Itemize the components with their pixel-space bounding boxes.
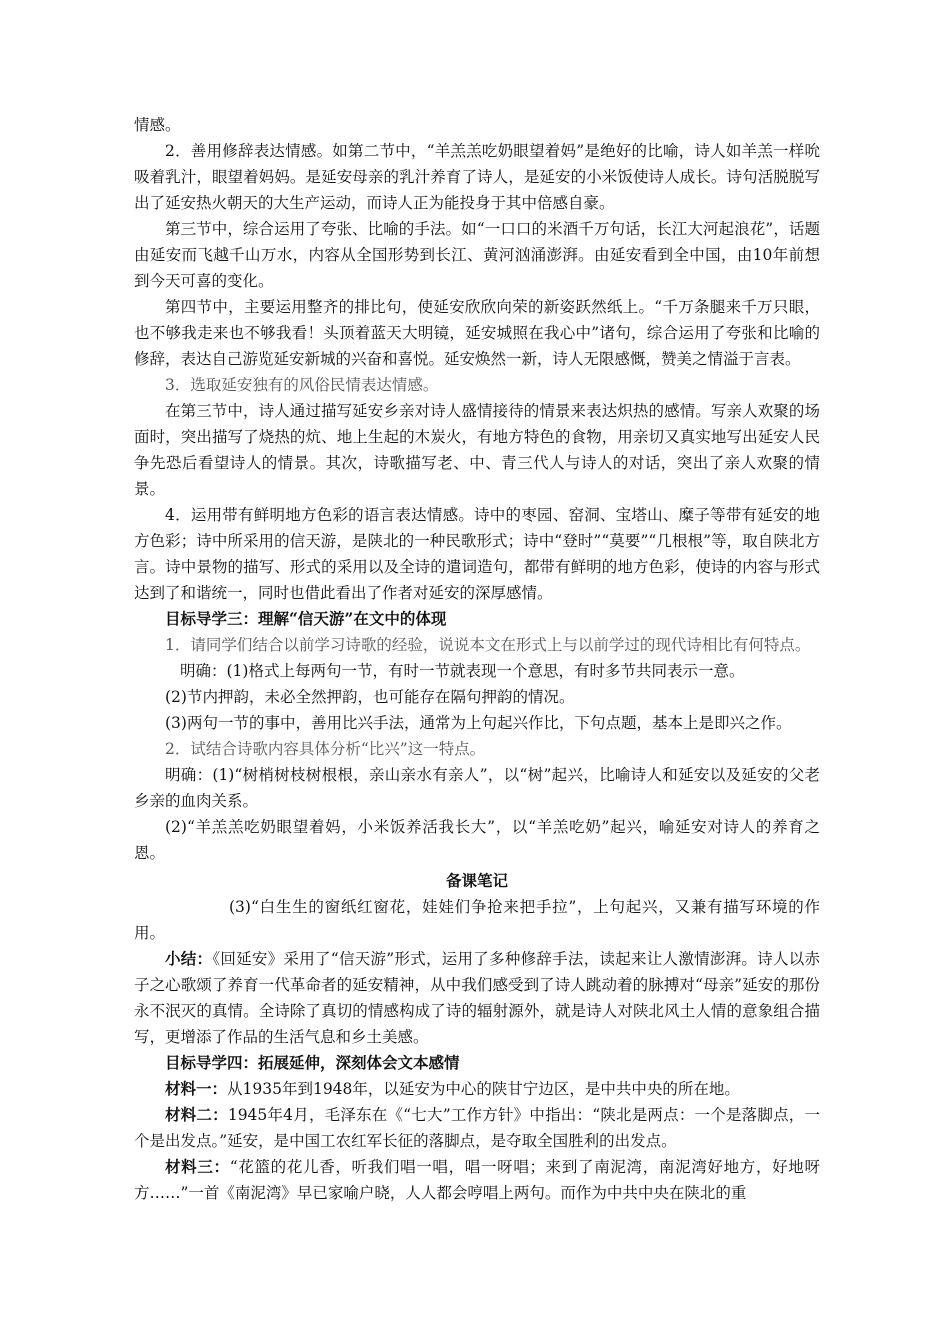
answer-two-part-three: (3)“白生生的窗纸红窗花，娃娃们争抢来把手拉”，上句起兴，又兼有描写环境的作用。 bbox=[134, 898, 820, 942]
answer-two-part-two: (2)“羊羔羔吃奶眼望着妈，小米饭养活我长大”，以“羊羔吃奶”起兴，喻延安对诗人的养育之恩。 bbox=[134, 818, 820, 862]
document-page bbox=[134, 112, 820, 1206]
answer-one-part-two: (2)节内押韵，未必全然押韵，也可能存在隔句押韵的情况。 bbox=[165, 688, 575, 706]
material-three bbox=[134, 1154, 820, 1206]
summary-paragraph bbox=[134, 946, 820, 1050]
material-three-text: “花篮的花儿香，听我们唱一唱，唱一呀唱；来到了南泥湾，南泥湾好地方，好地呀方……”一首《南泥湾》早已家喻户晓，人人都会哼唱上两句。而作为中共中央在陕北的重 bbox=[134, 1158, 820, 1202]
answer-one-part-three: (3)两句一节的事中，善用比兴手法，通常为上句起兴作比，下句点题，基本上是即兴之作。 bbox=[165, 714, 792, 732]
paragraph-section-four: 第四节中，主要运用整齐的排比句，使延安欣欣向荣的新姿跃然纸上。“千万条腿来千万只眼，也不够我走来也不够我看！头顶着蓝天大明镜，延安城照在我心中”诸句，综合运用了夸张和比喻的修辞，表达自己游览延安新城的兴奋和喜悦。延安焕然一新，诗人无限感慨，赞美之情溢于言表。 bbox=[134, 298, 820, 368]
answer-one-part-one: 明确：(1)格式上每两句一节，有时一节就表现一个意思，有时多节共同表示一意。 bbox=[180, 662, 745, 680]
material-two bbox=[134, 1102, 820, 1154]
question-one: 1．请同学们结合以前学习诗歌的经验，说说本文在形式上与以前学过的现代诗相比有何特点。 bbox=[165, 636, 811, 654]
heading-goal-four: 目标导学四：拓展延伸，深刻体会文本感情 bbox=[165, 1053, 460, 1072]
material-one-text: 从1935年到1948年，以延安为中心的陕甘宁边区，是中共中央的所在地。 bbox=[227, 1080, 740, 1098]
material-two-label: 材料二： bbox=[165, 1105, 228, 1124]
paragraph-customs-detail: 在第三节中，诗人通过描写延安乡亲对诗人盛情接待的情景来表达炽热的感情。写亲人欢聚的场面时，突出描写了烧热的炕、地上生起的木炭火，有地方特色的食物，用亲切又真实地写出延安人民争先恐后看望诗人的情景。其次，诗歌描写老、中、青三代人与诗人的对话，突出了亲人欢聚的情景。 bbox=[134, 402, 820, 498]
material-three-label: 材料三： bbox=[165, 1157, 230, 1176]
summary-text: 《回延安》采用了“信天游”形式，运用了多种修辞手法，读起来让人激情澎湃。诗人以赤子之心歌颂了养育一代革命者的延安精神，从中我们感受到了诗人跳动着的脉搏对“母亲”延安的那份永不泯灭的真情。全诗除了真切的情感构成了诗的辐射源外，就是诗人对陕北风土人情的意象组合描写，更增添了作品的生活气息和乡土美感。 bbox=[134, 950, 820, 1046]
paragraph-local-language: 4．运用带有鲜明地方色彩的语言表达情感。诗中的枣园、窑洞、宝塔山、糜子等带有延安的地方色彩；诗中所采用的信天游，是陕北的一种民歌形式；诗中“登时”“莫要”“几根根”等，取自陕北方言。诗中景物的描写、形式的采用以及全诗的遣词造句，都带有鲜明的地方色彩，使诗的内容与形式达到了和谐统一，同时也借此看出了作者对延安的深厚感情。 bbox=[134, 506, 820, 602]
paragraph-rhetoric: 2．善用修辞表达情感。如第二节中，“羊羔羔吃奶眼望着妈”是绝好的比喻，诗人如羊羔一样吮吸着乳汁，眼望着妈妈。是延安母亲的乳汁养育了诗人，是延安的小米饭使诗人成长。诗句活脱脱写出了延安热火朝天的大生产运动，而诗人正为能投身于其中倍感自豪。 bbox=[134, 142, 820, 212]
material-one bbox=[134, 1076, 820, 1102]
paragraph-emotion-end: 情感。 bbox=[134, 116, 181, 134]
lesson-notes-heading: 备课笔记 bbox=[445, 871, 508, 890]
material-two-text: 1945年4月，毛泽东在《“七大”工作方针》中指出：“陕北是两点：一个是落脚点，一个是出发点。”延安，是中国工农红军长征的落脚点，是夺取全国胜利的出发点。 bbox=[134, 1106, 820, 1150]
heading-goal-three: 目标导学三：理解“信天游”在文中的体现 bbox=[165, 609, 447, 628]
paragraph-customs-heading: 3．选取延安独有的风俗民情表达情感。 bbox=[165, 376, 439, 394]
summary-label: 小结： bbox=[165, 949, 213, 968]
material-one-label: 材料一： bbox=[165, 1079, 228, 1098]
answer-two-part-one: 明确：(1)“树梢树枝树根根，亲山亲水有亲人”，以“树”起兴，比喻诗人和延安以及延安的父老乡亲的血肉关系。 bbox=[134, 766, 820, 810]
paragraph-section-three: 第三节中，综合运用了夸张、比喻的手法。如“一口口的米酒千万句话，长江大河起浪花”，话题由延安而飞越千山万水，内容从全国形势到长江、黄河汹涌澎湃。由延安看到全中国，由10年前想到今天可喜的变化。 bbox=[134, 220, 820, 290]
question-two: 2．试结合诗歌内容具体分析“比兴”这一特点。 bbox=[165, 740, 486, 758]
